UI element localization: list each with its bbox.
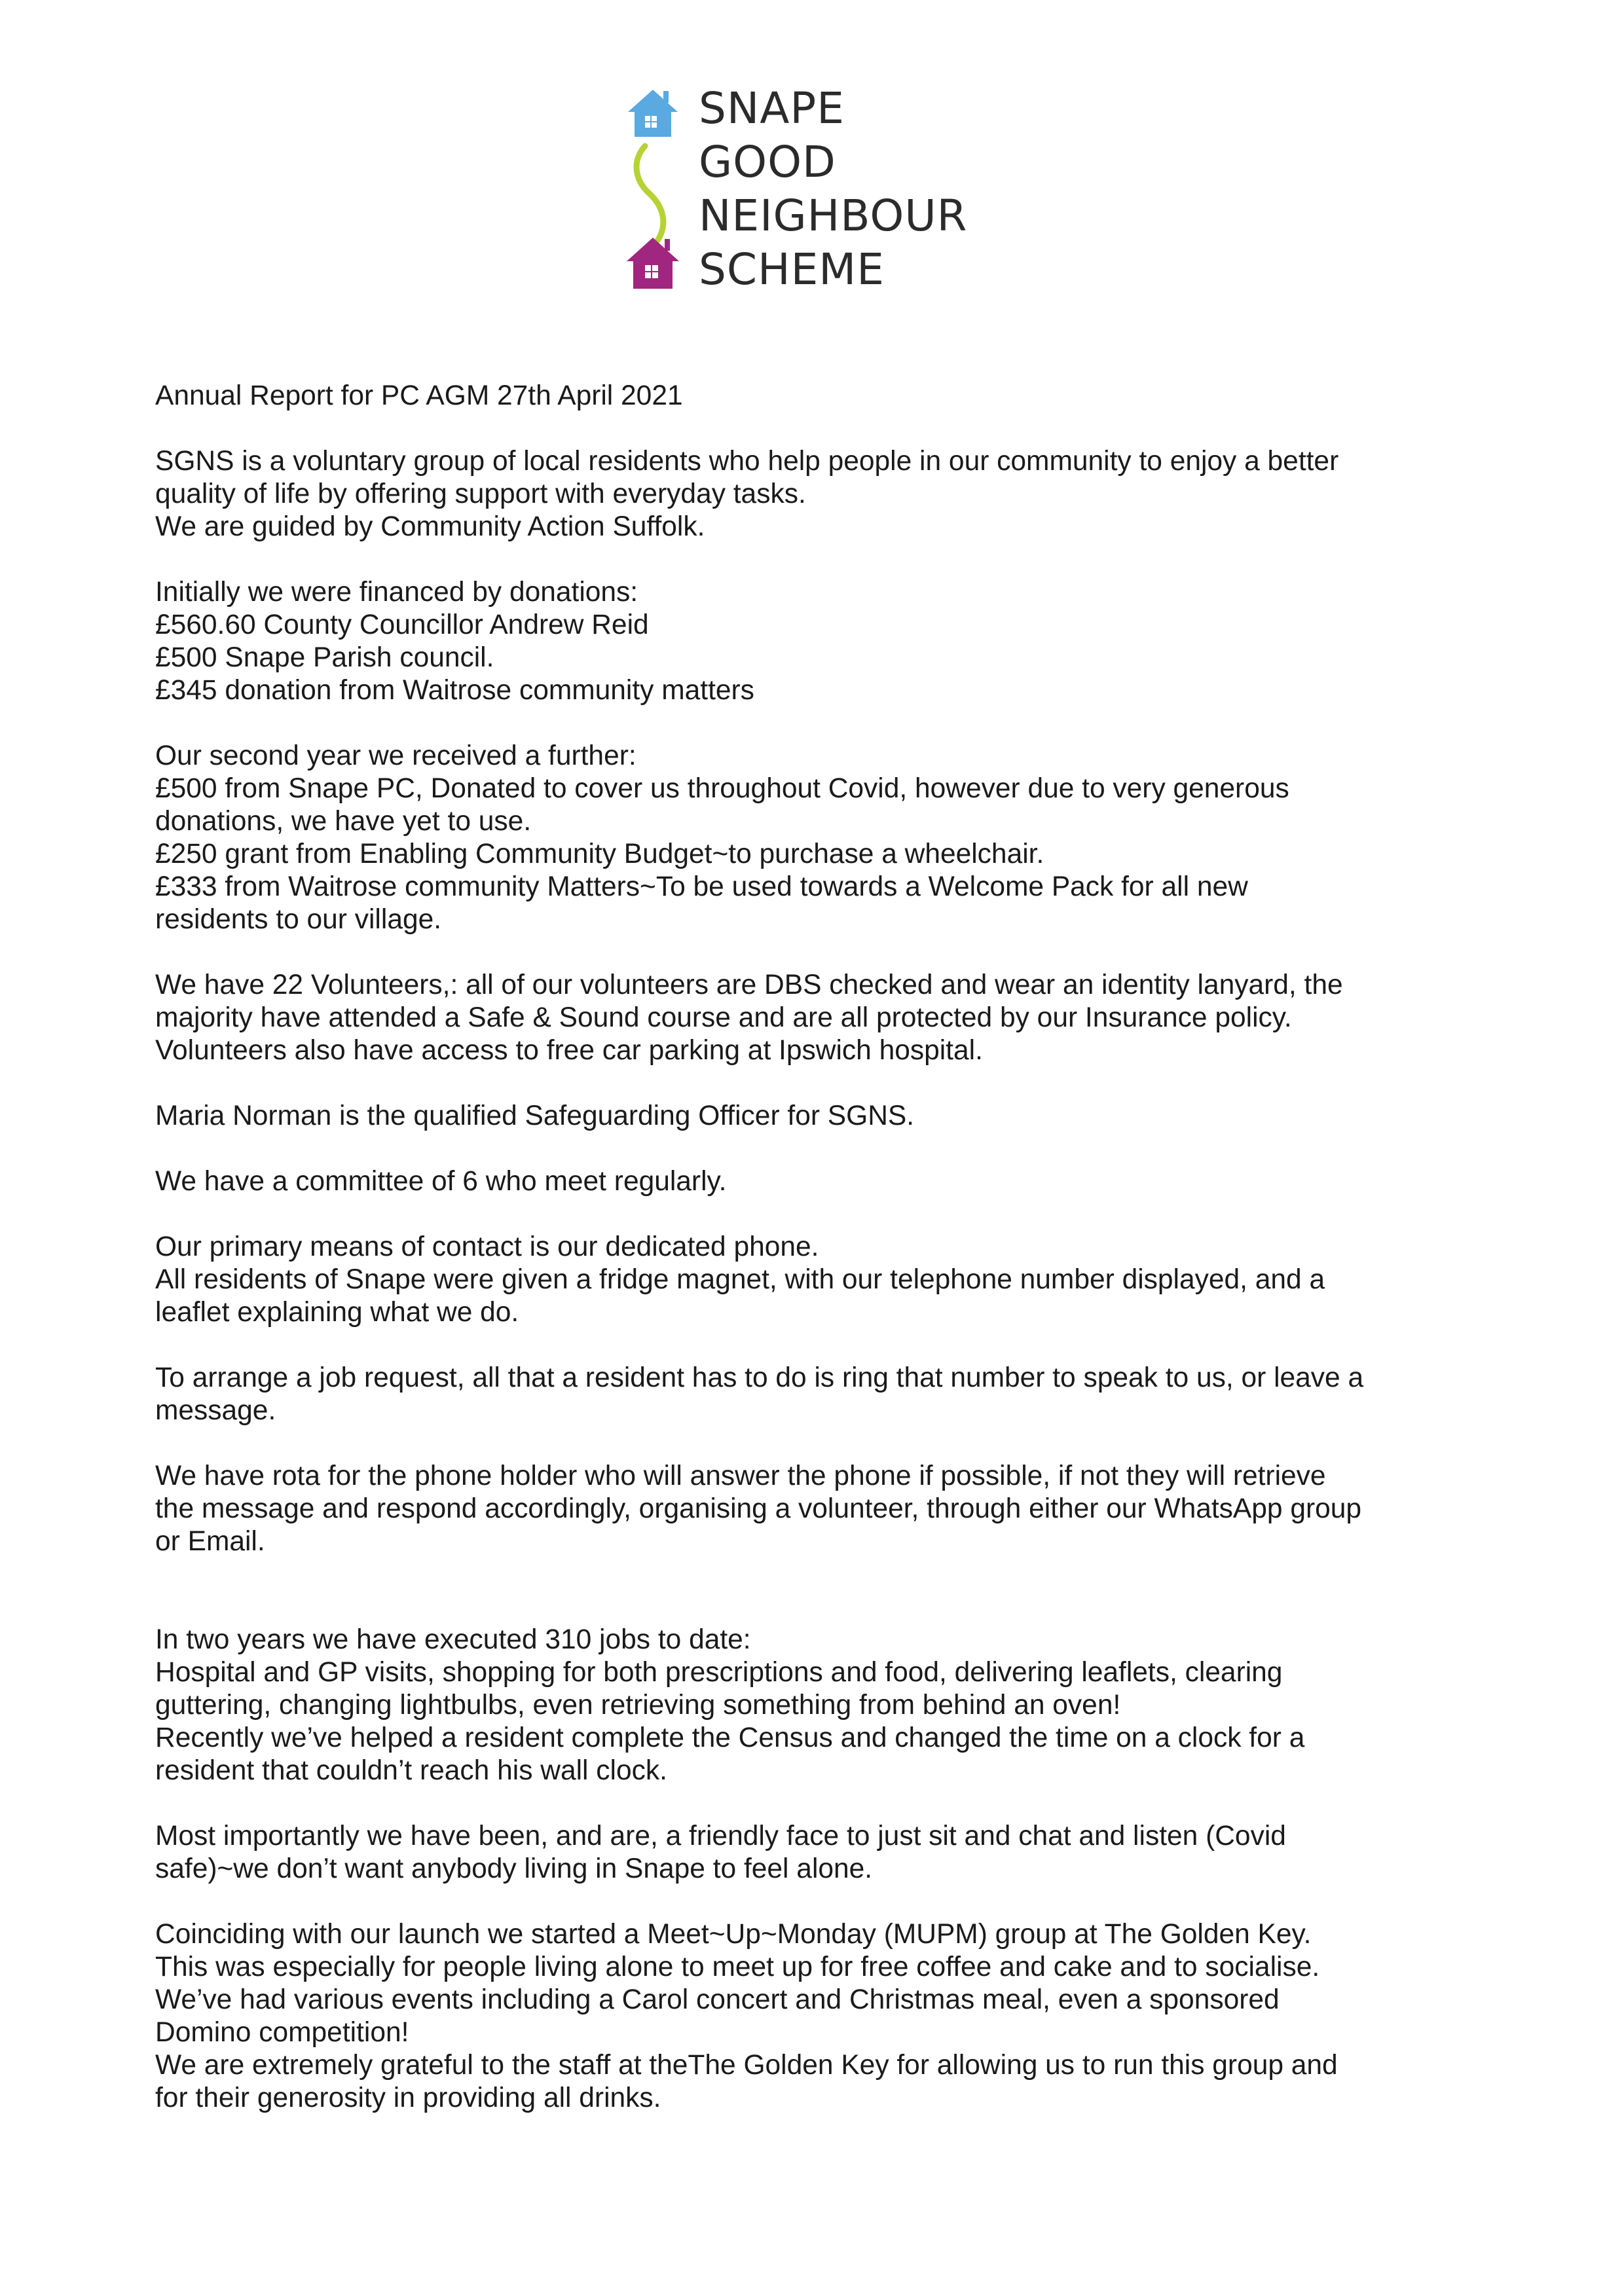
text-line: Coinciding with our launch we started a Meet~Up~Monday (MUPM) group at The Golden Key. — [155, 1919, 1312, 1950]
paragraph-spacer — [155, 1558, 1491, 1624]
text-line: leaflet explaining what we do. — [155, 1297, 519, 1328]
paragraph — [155, 1231, 1491, 1329]
text-line: resident that couldn’t reach his wall clock. — [155, 1755, 667, 1786]
paragraph-spacer — [155, 1886, 1491, 1918]
text-line: residents to our village. — [155, 904, 442, 935]
text-line: We are guided by Community Action Suffolk. — [155, 511, 705, 542]
report-body — [155, 380, 1491, 2115]
logo-word: GOOD — [699, 137, 836, 187]
logo-word: SCHEME — [699, 244, 885, 295]
paragraph — [155, 1624, 1491, 1787]
text-line: donations, we have yet to use. — [155, 806, 532, 837]
text-line: message. — [155, 1395, 276, 1426]
paragraph — [155, 380, 1491, 412]
logo-word: SNAPE — [699, 83, 845, 134]
paragraph — [155, 1165, 1491, 1198]
text-line: or Email. — [155, 1526, 265, 1557]
text-line: the message and respond accordingly, organising a volunteer, through either our WhatsApp group — [155, 1493, 1362, 1524]
paragraph-spacer — [155, 1198, 1491, 1231]
logo-word: NEIGHBOUR — [699, 191, 968, 241]
logo-wordmark — [699, 82, 968, 297]
paragraph — [155, 576, 1491, 707]
paragraph — [155, 969, 1491, 1067]
text-line: safe)~we don’t want anybody living in Snape to feel alone. — [155, 1853, 873, 1884]
text-line: Domino competition! — [155, 2017, 409, 2048]
text-line: To arrange a job request, all that a resident has to do is ring that number to speak to us, or leave a — [155, 1362, 1364, 1393]
text-line: We are extremely grateful to the staff at theThe Golden Key for allowing us to run this group and — [155, 2050, 1338, 2081]
paragraph — [155, 740, 1491, 936]
text-line: Our primary means of contact is our dedicated phone. — [155, 1231, 819, 1262]
paragraph-spacer — [155, 543, 1491, 576]
text-line: Hospital and GP visits, shopping for both prescriptions and food, delivering leaflets, clearing — [155, 1657, 1283, 1688]
text-line: In two years we have executed 310 jobs to date: — [155, 1624, 751, 1655]
paragraph — [155, 1918, 1491, 2115]
text-line: We’ve had various events including a Carol concert and Christmas meal, even a sponsored — [155, 1984, 1280, 2015]
paragraph-spacer — [155, 1329, 1491, 1362]
text-line: We have a committee of 6 who meet regularly. — [155, 1166, 727, 1197]
text-line: £250 grant from Enabling Community Budget~to purchase a wheelchair. — [155, 839, 1044, 869]
paragraph — [155, 1820, 1491, 1886]
paragraph-spacer — [155, 1133, 1491, 1165]
text-line: We have 22 Volunteers,: all of our volunteers are DBS checked and wear an identity lanyard, the — [155, 970, 1343, 1000]
text-line: All residents of Snape were given a fridge magnet, with our telephone number displayed, and a — [155, 1264, 1325, 1295]
text-line: quality of life by offering support with everyday tasks. — [155, 479, 806, 509]
house-icon-purple — [627, 238, 679, 289]
paragraph — [155, 445, 1491, 543]
paragraph-spacer — [155, 412, 1491, 445]
text-line: majority have attended a Safe & Sound course and are all protected by our Insurance policy. — [155, 1002, 1292, 1033]
text-line: Recently we’ve helped a resident complete the Census and changed the time on a clock for a — [155, 1722, 1305, 1753]
text-line: SGNS is a voluntary group of local residents who help people in our community to enjoy a better — [155, 446, 1339, 477]
paragraph-spacer — [155, 936, 1491, 969]
text-line: £560.60 County Councillor Andrew Reid — [155, 610, 649, 640]
text-line: Maria Norman is the qualified Safeguarding Officer for SGNS. — [155, 1101, 915, 1131]
logo-mark — [625, 82, 697, 298]
text-line: guttering, changing lightbulbs, even retrieving something from behind an oven! — [155, 1690, 1121, 1721]
text-line: Initially we were financed by donations: — [155, 577, 638, 608]
paragraph-spacer — [155, 707, 1491, 740]
text-line: Annual Report for PC AGM 27th April 2021 — [155, 380, 683, 411]
text-line: Our second year we received a further: — [155, 740, 637, 771]
text-line: We have rota for the phone holder who will answer the phone if possible, if not they will retrieve — [155, 1461, 1326, 1491]
paragraph-spacer — [155, 1067, 1491, 1100]
paragraph-spacer — [155, 1787, 1491, 1820]
text-line: £500 from Snape PC, Donated to cover us throughout Covid, however due to very generous — [155, 773, 1289, 804]
text-line: Most importantly we have been, and are, a friendly face to just sit and chat and listen (Covid — [155, 1821, 1286, 1851]
paragraph — [155, 1100, 1491, 1133]
text-line: for their generosity in providing all drinks. — [155, 2083, 661, 2113]
paragraph-spacer — [155, 1427, 1491, 1460]
paragraph — [155, 1362, 1491, 1427]
text-line: Volunteers also have access to free car parking at Ipswich hospital. — [155, 1035, 983, 1066]
paragraph — [155, 1460, 1491, 1558]
text-line: £345 donation from Waitrose community matters — [155, 675, 754, 706]
scheme-logo — [625, 82, 1018, 298]
house-icon-blue — [628, 90, 678, 137]
text-line: £333 from Waitrose community Matters~To be used towards a Welcome Pack for all new — [155, 871, 1248, 902]
text-line: This was especially for people living alone to meet up for free coffee and cake and to socialise. — [155, 1952, 1320, 1982]
s-swirl-green — [637, 146, 663, 242]
text-line: £500 Snape Parish council. — [155, 642, 494, 673]
